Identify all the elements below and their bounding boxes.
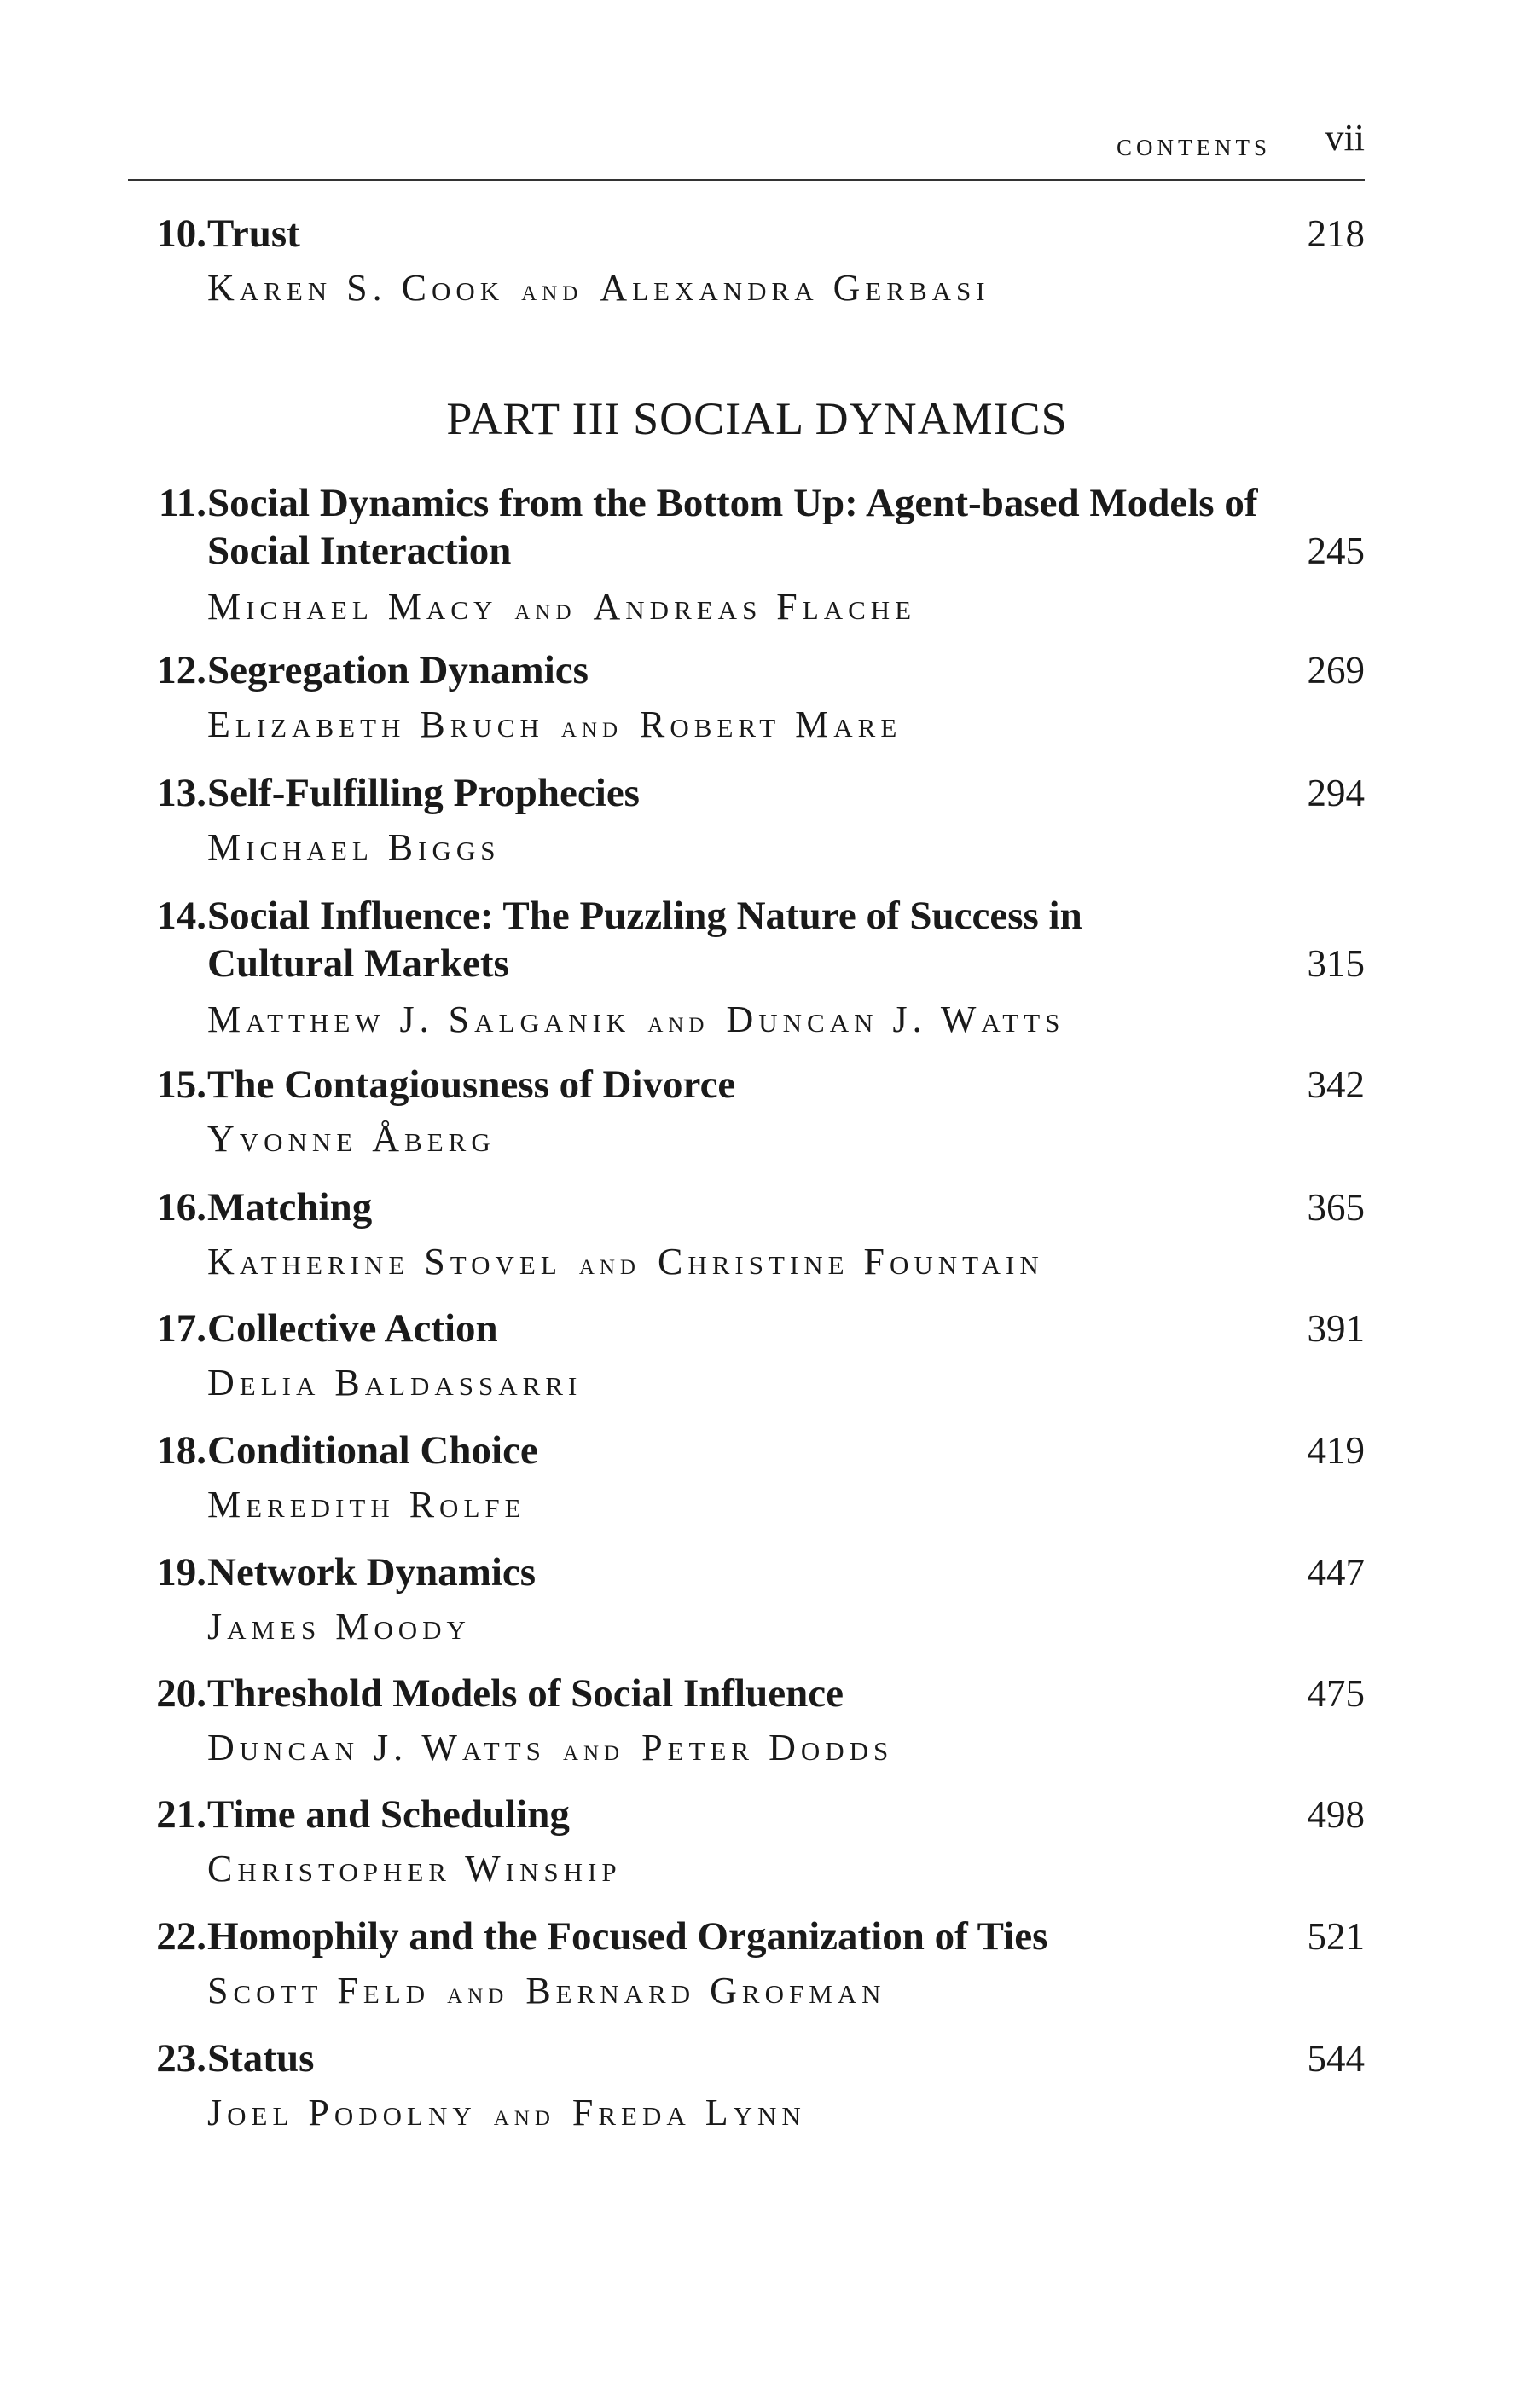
page-ref: 218 (1307, 212, 1365, 255)
page-number: vii (1325, 117, 1365, 159)
chapter-title[interactable]: Threshold Models of Social Influence (207, 1671, 844, 1716)
page-header (128, 111, 1365, 181)
author: Christine Fountain (657, 1241, 1044, 1282)
chapter-number: 15. (156, 1062, 206, 1107)
author: Katherine Stovel (207, 1241, 562, 1282)
chapter-number: 20. (156, 1671, 206, 1716)
chapter-number: 19. (156, 1550, 206, 1595)
page-ref: 447 (1307, 1551, 1365, 1594)
chapter-authors (207, 1481, 526, 1529)
author-conjunction: and (521, 274, 583, 307)
page-ref: 521 (1307, 1915, 1365, 1958)
page-ref: 245 (1307, 530, 1365, 572)
chapter-title[interactable]: Social Influence: The Puzzling Nature of Success in Cultural Markets (207, 894, 1082, 986)
chapter-number: 23. (156, 2036, 206, 2081)
running-head: contents (1117, 127, 1271, 163)
author: Freda Lynn (571, 2092, 806, 2133)
chapter-number: 14. (156, 894, 206, 938)
author: James Moody (207, 1606, 471, 1647)
part-heading: PART III SOCIAL DYNAMICS (446, 393, 1068, 444)
chapter-number: 10. (156, 211, 206, 256)
chapter-authors (207, 824, 500, 871)
chapter-title[interactable]: Social Dynamics from the Bottom Up: Agent-based Models of Social Interaction (207, 481, 1258, 573)
author: Joel Podolny (207, 2092, 477, 2133)
page-ref: 475 (1307, 1672, 1365, 1715)
chapter-authors (207, 1967, 886, 2017)
author-conjunction: and (578, 1247, 641, 1281)
page-ref: 391 (1307, 1307, 1365, 1350)
chapter-title[interactable]: The Contagiousness of Divorce (207, 1062, 736, 1107)
author: Peter Dodds (641, 1727, 894, 1768)
chapter-title[interactable]: Collective Action (207, 1306, 498, 1351)
page-ref: 269 (1307, 649, 1365, 692)
chapter-title[interactable]: Homophily and the Focused Organization of Ties (207, 1914, 1048, 1959)
chapter-authors (207, 996, 1064, 1046)
author: Andreas Flache (593, 586, 917, 628)
page-ref: 365 (1307, 1186, 1365, 1229)
chapter-title[interactable]: Segregation Dynamics (207, 648, 589, 692)
page-ref: 294 (1307, 772, 1365, 814)
chapter-number: 17. (156, 1306, 206, 1351)
author: Elizabeth Bruch (207, 703, 544, 745)
author: Bernard Grofman (525, 1970, 886, 2011)
chapter-authors (207, 2089, 806, 2139)
chapter-number: 11. (158, 481, 206, 525)
chapter-authors (207, 583, 916, 634)
chapter-authors (207, 1724, 893, 1774)
author-conjunction: and (647, 1005, 710, 1039)
chapter-number: 21. (156, 1792, 206, 1837)
chapter-number: 13. (156, 771, 206, 815)
author: Delia Baldassarri (207, 1362, 583, 1404)
author: Matthew J. Salganik (207, 999, 631, 1040)
chapter-authors (207, 1359, 582, 1407)
chapter-number: 22. (156, 1914, 206, 1959)
chapter-number: 16. (156, 1185, 206, 1230)
chapter-title[interactable]: Status (207, 2036, 315, 2081)
chapter-authors (207, 264, 990, 315)
chapter-title[interactable]: Network Dynamics (207, 1550, 537, 1595)
chapter-title[interactable]: Conditional Choice (207, 1428, 538, 1473)
author-conjunction: and (562, 1734, 625, 1767)
page-ref: 342 (1307, 1063, 1365, 1106)
author-conjunction: and (514, 593, 577, 626)
author: Michael Macy (207, 586, 498, 628)
author-conjunction: and (560, 710, 624, 744)
chapter-authors (207, 701, 902, 751)
author: Alexandra Gerbasi (600, 267, 990, 309)
chapter-number: 18. (156, 1428, 206, 1473)
chapter-title[interactable]: Self-Fulfilling Prophecies (207, 771, 640, 815)
chapter-authors (207, 1603, 471, 1651)
author: Karen S. Cook (207, 267, 505, 309)
chapter-title[interactable]: Trust (207, 211, 300, 256)
author: Robert Mare (640, 703, 902, 745)
author: Christopher Winship (207, 1848, 622, 1890)
chapter-title[interactable]: Time and Scheduling (207, 1792, 570, 1837)
author-conjunction: and (447, 1977, 509, 2010)
author: Meredith Rolfe (207, 1484, 526, 1525)
chapter-authors (207, 1845, 622, 1893)
page-ref: 315 (1307, 942, 1365, 985)
author: Duncan J. Watts (207, 1727, 546, 1768)
page-ref: 544 (1307, 2037, 1365, 2080)
chapter-number: 12. (156, 648, 206, 692)
chapter-authors (207, 1115, 496, 1163)
author: Michael Biggs (207, 826, 501, 868)
author: Duncan J. Watts (726, 999, 1065, 1040)
author-conjunction: and (493, 2098, 555, 2132)
page-ref: 419 (1307, 1429, 1365, 1472)
chapter-title[interactable]: Matching (207, 1185, 373, 1230)
chapter-authors (207, 1238, 1044, 1288)
page-ref: 498 (1307, 1793, 1365, 1836)
author: Yvonne Åberg (207, 1118, 496, 1160)
author: Scott Feld (207, 1970, 431, 2011)
